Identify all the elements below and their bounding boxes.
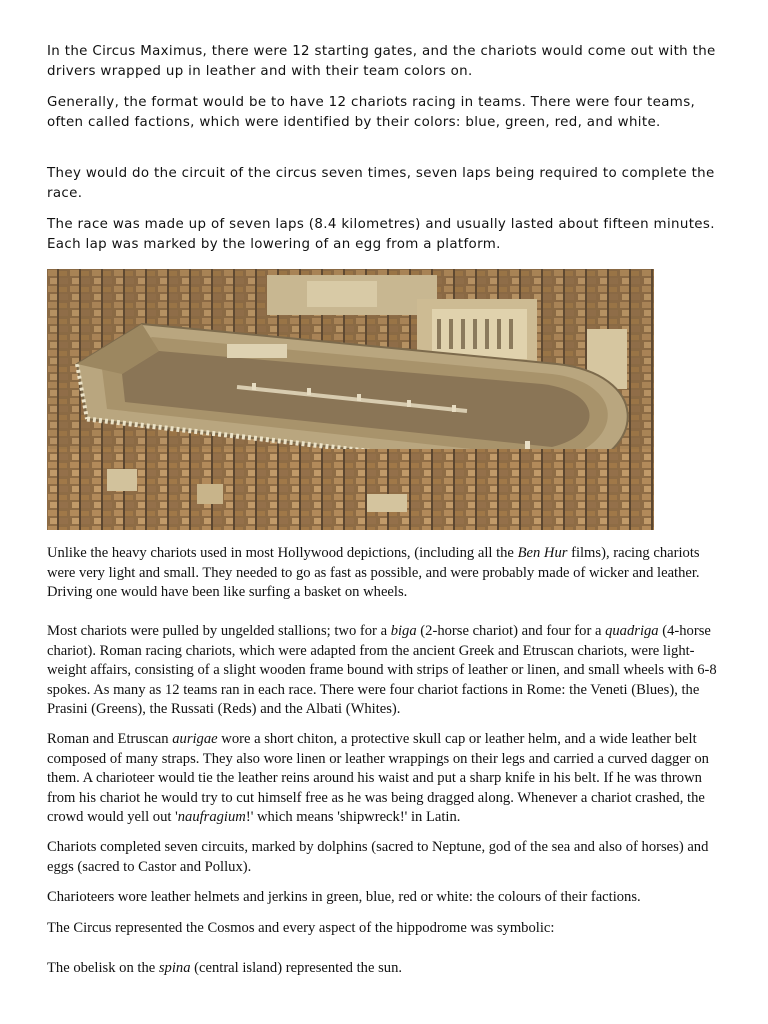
circus-maximus-model-photo [47, 269, 654, 530]
paragraph-starting-gates: In the Circus Maximus, there were 12 starting gates, and the chariots would come out with the drivers wrapped up in leather and with their team colors on. [47, 44, 716, 79]
text-span: !' which means 'shipwreck!' in Latin. [245, 809, 461, 825]
paragraph-race-length: The race was made up of seven laps (8.4 kilometres) and usually lasted about fifteen minutes. Each lap was marked by the lowering of an egg from a platform. [47, 217, 715, 252]
emphasis-aurigae: aurigae [172, 731, 218, 747]
paragraph-dolphins-eggs: Chariots completed seven circuits, marked by dolphins (sacred to Neptune, god of the sea and also of horses) and eggs (sacred to Castor and Pollux). [47, 839, 709, 875]
paragraph-factions-format: Generally, the format would be to have 12 chariots racing in teams. There were four teams, often called factions, which were identified by their colors: blue, green, red, and white. [47, 95, 696, 130]
emphasis-naufragium: naufragium [177, 809, 246, 825]
text-span: Most chariots were pulled by ungelded stallions; two for a [47, 623, 391, 639]
emphasis-quadriga: quadriga [605, 623, 659, 639]
text-span: (2-horse chariot) and four for a [416, 623, 606, 639]
paragraph-light-chariots [47, 544, 727, 603]
paragraph-aurigae [47, 730, 727, 828]
text-span: (4-horse chariot). Roman racing chariots, which were adapted from the ancient Greek and Etruscan chariots, were light-weight affairs, consisting of a slight wooden frame bound with strips of leather or linen, and small wheels with 6-8 spokes. As many as 12 teams ran in each race. There were four chariot factions in Rome: the Veneti (Blues), the Prasini (Greens), the Russati (Reds) and the Albati (Whites). [47, 623, 717, 717]
paragraph-chariot-types [47, 622, 727, 720]
text-span: wore a short chiton, a protective skull cap or leather helm, and a wide leather belt composed of many straps. They also wore linen or leather wrappings on their legs and carried a curved dagger on them. A charioteer would tie the leather reins around his waist and put a sharp knife in his belt. If he was thrown from his chariot he would try to cut himself free as he was being dragged along. Whenever a chariot crashed, the crowd would yell out ' [47, 731, 709, 825]
emphasis-ben-hur: Ben Hur [517, 545, 568, 561]
emphasis-spina: spina [158, 960, 191, 976]
text-span: Unlike the heavy chariots used in most Hollywood depictions, (including all the [47, 545, 518, 561]
text-span: Roman and Etruscan [47, 731, 173, 747]
text-span: (central island) represented the sun. [190, 960, 403, 976]
paragraph-obelisk [47, 959, 727, 979]
paragraph-seven-circuits: They would do the circuit of the circus seven times, seven laps being required to complete the race. [47, 166, 715, 201]
emphasis-biga: biga [390, 623, 417, 639]
paragraph-faction-colours: Charioteers wore leather helmets and jerkins in green, blue, red or white: the colours of their factions. [47, 889, 641, 905]
paragraph-cosmos: The Circus represented the Cosmos and every aspect of the hippodrome was symbolic: [47, 920, 555, 936]
text-span: The obelisk on the [47, 960, 159, 976]
text-span: films), racing chariots were very light and small. They needed to go as fast as possible, and were probably made of wicker and leather. Driving one would have been like surfing a basket on wheels. [47, 545, 700, 600]
